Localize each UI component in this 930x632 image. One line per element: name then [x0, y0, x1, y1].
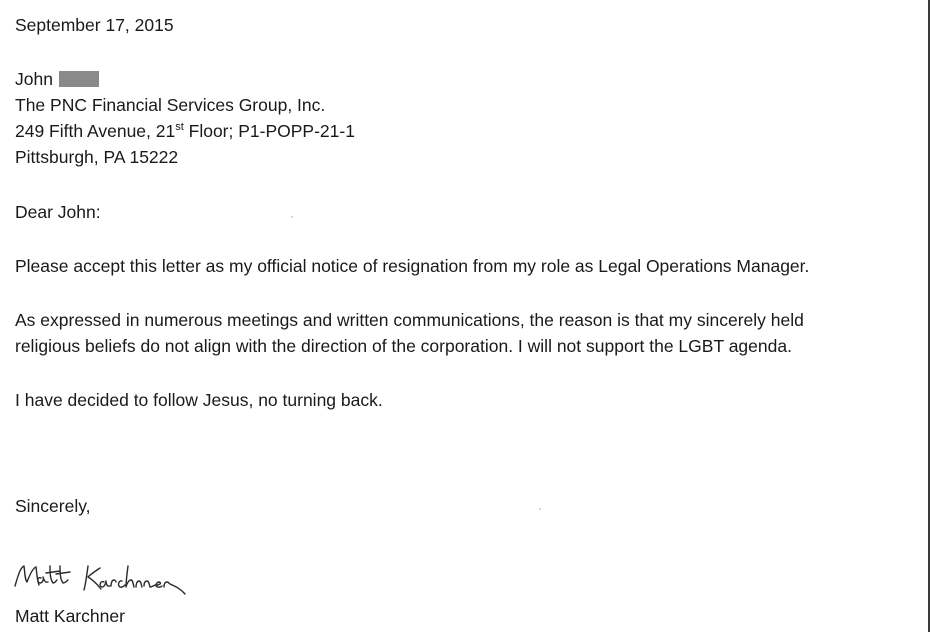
paragraph-resignation: Please accept this letter as my official notice of resignation from my role as Legal Operations Manager.	[15, 256, 810, 276]
signer-name: Matt Karchner	[15, 606, 125, 626]
paragraph-reason-line-1: As expressed in numerous meetings and written communications, the reason is that my sincerely held	[15, 310, 804, 330]
address-ordinal-suffix: st	[175, 121, 184, 133]
handwritten-signature	[10, 556, 210, 606]
recipient-name: John	[15, 69, 53, 89]
scan-speck	[539, 508, 541, 510]
address-suffix: Floor; P1-POPP-21-1	[183, 121, 355, 141]
closing: Sincerely,	[15, 496, 91, 516]
paragraph-reason-line-2: religious beliefs do not align with the direction of the corporation. I will not support the LGBT agenda.	[15, 336, 792, 356]
recipient-city-state-zip: Pittsburgh, PA 15222	[15, 147, 179, 167]
letter-date: September 17, 2015	[15, 15, 174, 35]
recipient-company: The PNC Financial Services Group, Inc.	[15, 95, 326, 115]
paragraph-faith: I have decided to follow Jesus, no turning back.	[15, 390, 383, 410]
recipient-address	[15, 120, 355, 142]
scan-speck	[291, 216, 293, 218]
redaction-block	[59, 71, 99, 87]
recipient-name-line	[15, 68, 99, 90]
salutation: Dear John:	[15, 202, 101, 222]
address-prefix: 249 Fifth Avenue, 21	[15, 121, 176, 141]
